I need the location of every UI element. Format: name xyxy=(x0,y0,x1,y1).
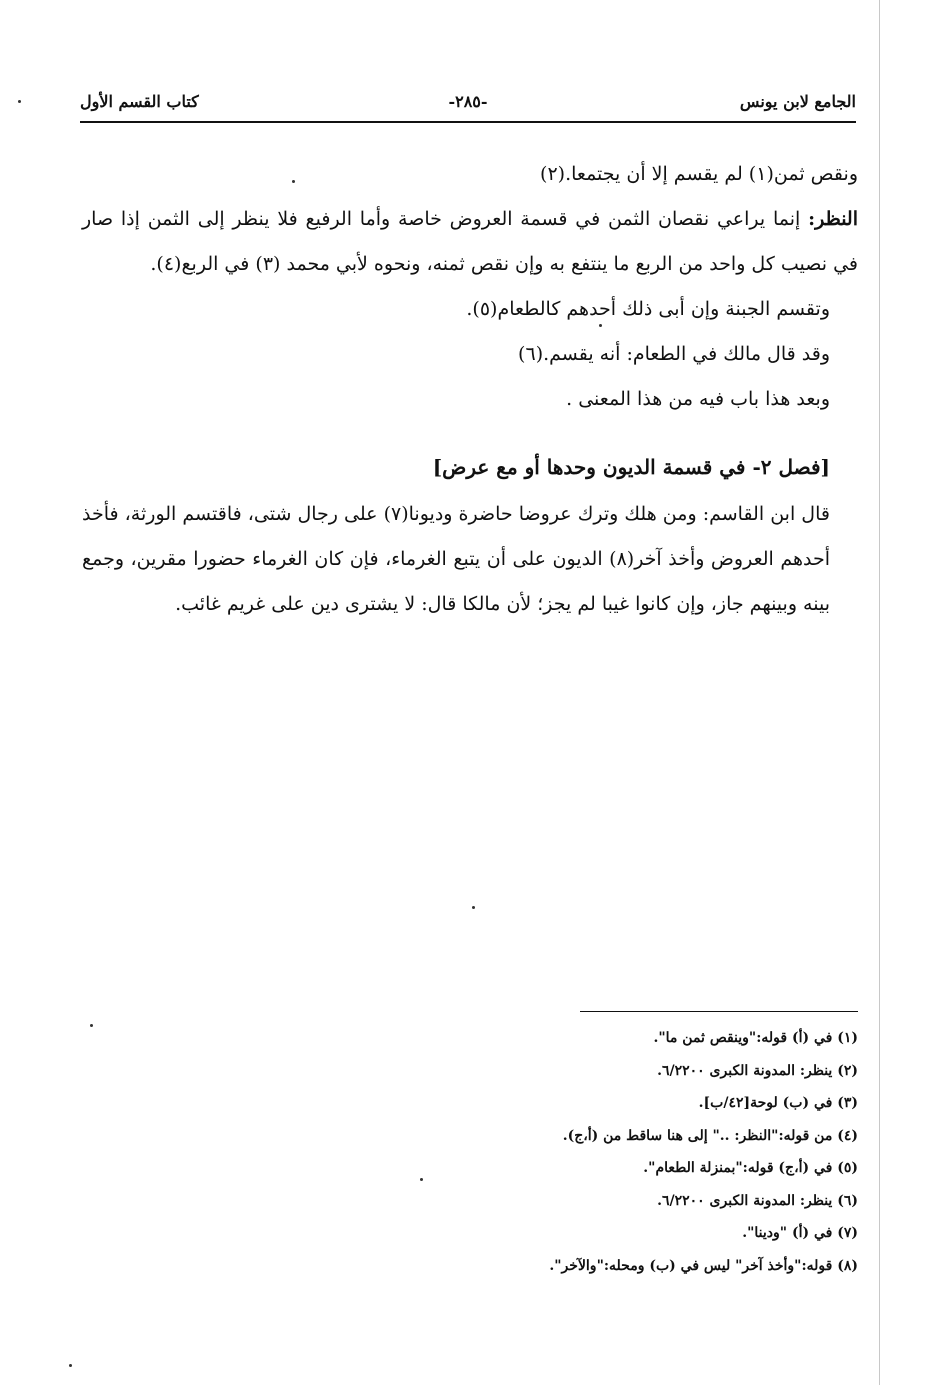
scan-speck xyxy=(472,906,475,909)
footnote-separator xyxy=(580,1011,858,1012)
main-text xyxy=(82,152,858,627)
paragraph-text: وقد قال مالك في الطعام: أنه يقسم.(٦) xyxy=(518,343,830,365)
scan-speck xyxy=(420,1178,423,1181)
footnote: (٨) قوله:"وأخذ آخر" ليس في (ب) ومحله:"والآخر". xyxy=(549,1257,858,1274)
paragraph-text: قال ابن القاسم: ومن هلك وترك عروضا حاضرة وديونا(٧) على رجال شتى، فاقتسم الورثة، فأخذ أحدهم العروض وأخذ آخر(٨) الديون على أن يتبع الغرماء، فإن كان الغرماء حضورا مقرين، وجمع بينه وبينهم جاز، وإن كانوا غيبا لم يجز؛ لأن مالكا قال: لا يشترى دين على غريم غائب. xyxy=(82,503,830,615)
paragraph xyxy=(82,152,858,197)
section-paragraph xyxy=(82,492,858,627)
footnote: (٦) ينظر: المدونة الكبرى ٦/٢٢٠٠. xyxy=(657,1192,858,1209)
footnote: (٣) في (ب) لوحة[٤٢/ب]. xyxy=(698,1095,858,1111)
scan-speck xyxy=(18,100,21,103)
paragraph-text: إنما يراعي نقصان الثمن في قسمة العروض خاصة وأما الرفيع فلا ينظر إلى الثمن إذا صار في نصيب كل واحد من الربع ما ينتفع به وإن نقص ثمنه، ونحوه لأبي محمد (٣) في الربع(٤). xyxy=(82,208,858,275)
paragraph-text: ونقص ثمن(١) لم يقسم إلا أن يجتمعا.(٢) xyxy=(540,163,858,185)
header-rule xyxy=(80,121,856,123)
paragraph xyxy=(82,287,858,332)
scan-speck xyxy=(69,1364,72,1367)
scan-speck xyxy=(599,324,602,327)
paragraph xyxy=(82,197,858,287)
footnotes xyxy=(420,1022,858,1282)
header-book-title: الجامع لابن يونس xyxy=(739,92,856,111)
section-heading: [فصل ٢- في قسمة الديون وحدها أو مع عرض] xyxy=(432,455,830,479)
footnote: (٢) ينظر: المدونة الكبرى ٦/٢٢٠٠. xyxy=(657,1062,858,1079)
paragraph xyxy=(82,377,858,422)
page-header xyxy=(80,92,856,120)
paragraph-lead: النظر: xyxy=(808,208,858,230)
scan-speck xyxy=(90,1024,93,1027)
paragraph-text: وبعد هذا باب فيه من هذا المعنى . xyxy=(566,388,830,410)
footnote: (١) في (أ) قوله:"وينقص ثمن ما". xyxy=(653,1030,858,1046)
header-chapter-title: كتاب القسم الأول xyxy=(80,92,199,111)
footnote: (٧) في (أ) "ودينا". xyxy=(742,1225,858,1241)
paragraph-text: وتقسم الجبنة وإن أبى ذلك أحدهم كالطعام(٥). xyxy=(466,298,830,320)
scan-speck xyxy=(292,180,295,183)
footnote: (٥) في (أ،ج) قوله:"بمنزلة الطعام". xyxy=(643,1160,858,1176)
paragraph xyxy=(82,332,858,377)
footnote: (٤) من قوله:"النظر: .." إلى هنا ساقط من (أ،ج). xyxy=(562,1127,858,1144)
page-edge-line xyxy=(879,0,880,1385)
page-number: -٢٨٥- xyxy=(448,92,488,111)
